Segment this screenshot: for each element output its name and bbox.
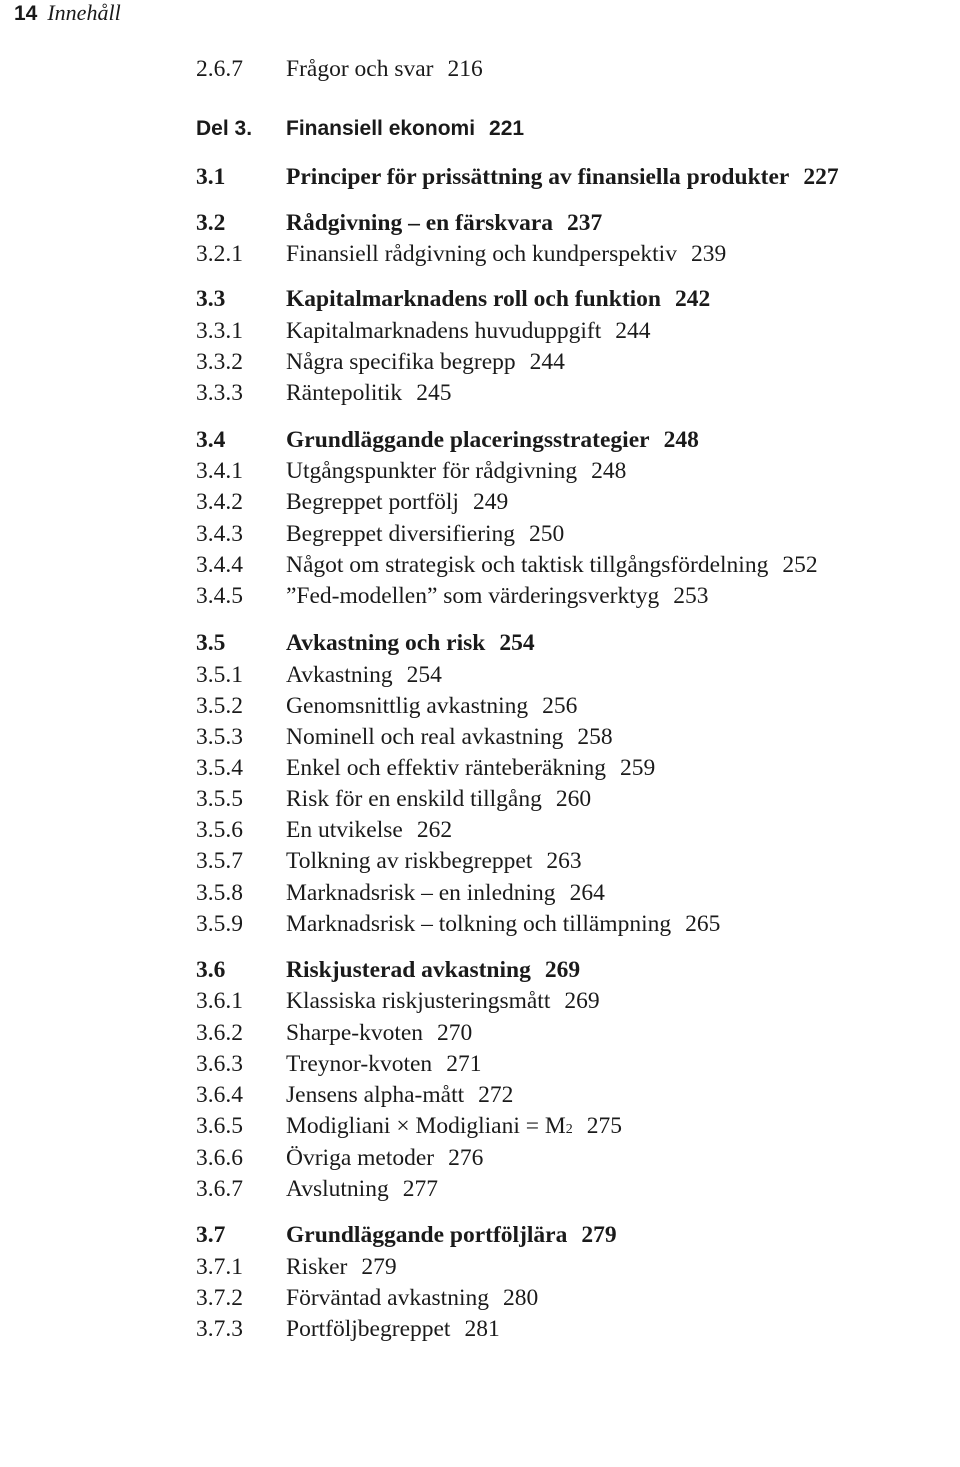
toc-entry-number: 3.4.3 [196, 521, 243, 547]
toc-entry-number: 3.6.6 [196, 1145, 243, 1171]
toc-entry [196, 848, 936, 878]
toc-entry-number: 2.6.7 [196, 56, 243, 82]
toc-entry-title: Enkel och effektiv ränteberäkning [286, 755, 606, 781]
toc-entry [196, 521, 936, 551]
toc-entry-page: 249 [472, 489, 509, 515]
toc-entry-number: 3.5.8 [196, 880, 243, 906]
toc-entry [196, 662, 936, 692]
toc-entry [196, 349, 936, 379]
toc-entry [196, 1145, 936, 1175]
toc-entry-title: Jensens alpha-mått [286, 1082, 465, 1108]
toc-entry-title: Treynor-kvoten [286, 1051, 433, 1077]
toc-entry-page: 237 [567, 210, 603, 236]
toc-entry [196, 286, 936, 316]
toc-entry-number: 3.5.5 [196, 786, 243, 812]
page-number: 14 [14, 2, 38, 25]
toc-entry: 3.6.5 Modigliani × Modigliani = M 2 275 [196, 1113, 623, 1139]
toc-entry [196, 210, 936, 240]
toc-entry-title: Sharpe-kvoten [286, 1020, 424, 1046]
toc-entry-title: Frågor och svar [286, 56, 434, 82]
toc-entry [196, 1222, 936, 1252]
toc-entry [196, 1051, 936, 1081]
toc-entry-page: 269 [564, 988, 600, 1014]
toc-entry-number: 3.3.1 [196, 318, 243, 344]
toc-entry-page: 264 [569, 880, 605, 906]
toc-entry-number: 3.7.1 [196, 1254, 243, 1280]
toc-entry [196, 988, 936, 1018]
toc-entry-title: Grundläggande portföljlära [286, 1222, 568, 1248]
toc-entry-number: 3.6.4 [196, 1082, 243, 1108]
toc-entry-page: 254 [406, 662, 442, 688]
toc-entry-page: 263 [546, 848, 582, 874]
toc-entry-number: 3.3.2 [196, 349, 243, 375]
toc-entry-number: 3.5.6 [196, 817, 243, 843]
toc-entry-page: 227 [803, 164, 839, 190]
toc-entry-number: 3.5.3 [196, 724, 243, 750]
toc-entry-page: 272 [478, 1082, 514, 1108]
toc-entry-page: 250 [529, 521, 565, 547]
toc-entry-title: Några specifika begrepp [286, 349, 516, 375]
toc-entry-page: 280 [502, 1285, 539, 1311]
toc-entry-page: 242 [675, 286, 711, 312]
toc-entry [196, 1082, 936, 1112]
toc-entry-page: 260 [555, 786, 592, 812]
toc-entry-title: Klassiska riskjusteringsmått [286, 988, 551, 1014]
toc-entry-title: Portföljbegreppet [286, 1316, 451, 1342]
toc-entry-title: Kapitalmarknadens huvuduppgift [286, 318, 602, 344]
toc-entry-page: 221 [489, 117, 525, 140]
toc-entry [196, 1020, 936, 1050]
toc-entry-number: 3.5.7 [196, 848, 243, 874]
toc-entry-title: Tolkning av riskbegreppet [286, 848, 533, 874]
toc-entry-title: Marknadsrisk – en inledning [286, 880, 556, 906]
toc-entry-page: 254 [499, 630, 535, 656]
toc-entry-title: Förväntad avkastning [286, 1285, 489, 1311]
toc-entry-title: Avkastning och risk [286, 630, 486, 656]
toc-entry-number: 3.6.1 [196, 988, 243, 1014]
toc-entry-page: 248 [663, 427, 699, 453]
toc-entry [196, 817, 936, 847]
toc-entry-page: 269 [544, 957, 581, 983]
toc-entry-title: Genomsnittlig avkastning [286, 693, 529, 719]
toc-entry-title: Risker [286, 1254, 348, 1280]
toc-entry-page: 281 [464, 1316, 500, 1342]
toc-entry [196, 380, 936, 410]
toc-entry-title: Riskjusterad avkastning [286, 957, 531, 983]
toc-entry-title: Finansiell ekonomi [286, 117, 476, 140]
toc-entry [196, 755, 936, 785]
toc-entry [196, 786, 936, 816]
toc-entry [196, 489, 936, 519]
toc-entry-page: 275 [586, 1113, 623, 1139]
toc-entry [196, 117, 936, 147]
toc-entry-number: 3.5.2 [196, 693, 243, 719]
toc-entry-title: Övriga metoder [286, 1145, 435, 1171]
toc-entry-number: 3.5.9 [196, 911, 243, 937]
toc-entry-number: 3.1 [196, 164, 226, 190]
toc-entry-title: Rådgivning – en färskvara [286, 210, 554, 236]
toc-entry-page: 277 [402, 1176, 438, 1202]
toc-entry-number: 3.6.2 [196, 1020, 243, 1046]
toc-entry-page: 244 [529, 349, 565, 375]
toc-entry [196, 957, 936, 987]
toc-entry-page: 216 [447, 56, 483, 82]
toc-entry-page: 258 [577, 724, 613, 750]
toc-entry-page: 279 [581, 1222, 617, 1248]
toc-entry-page: 239 [690, 241, 727, 267]
toc-entry-number: 3.4.4 [196, 552, 243, 578]
toc-entry [196, 1285, 936, 1315]
toc-entry-number: 3.2.1 [196, 241, 243, 267]
toc-entry-page: 276 [448, 1145, 484, 1171]
toc-entry-page: 279 [361, 1254, 397, 1280]
toc-entry-title: Avslutning [286, 1176, 389, 1202]
toc-entry [196, 630, 936, 660]
toc-entry-page: 271 [446, 1051, 482, 1077]
toc-entry [196, 427, 936, 457]
toc-entry [196, 1316, 936, 1346]
toc-entry-page: 248 [591, 458, 627, 484]
toc-entry-title: Begreppet diversifiering [286, 521, 516, 547]
toc-entry-page: 244 [615, 318, 651, 344]
toc-entry-page: 253 [673, 583, 709, 609]
toc-entry-page: 259 [619, 755, 656, 781]
toc-entry-title: Nominell och real avkastning [286, 724, 564, 750]
toc-entry-title: Kapitalmarknadens roll och funktion [286, 286, 661, 312]
toc-entry-number: 3.4.5 [196, 583, 243, 609]
toc-entry [196, 164, 936, 194]
toc-entry-number: 3.6 [196, 957, 226, 983]
toc-entry-number: 3.3 [196, 286, 226, 312]
toc-entry-title: Finansiell rådgivning och kundperspektiv [286, 241, 677, 267]
toc-entry [196, 583, 936, 613]
toc-entry-number: 3.3.3 [196, 380, 243, 406]
toc-entry-title: Avkastning [286, 662, 393, 688]
toc-entry-number: 3.7 [196, 1222, 226, 1248]
toc-entry-title: Risk för en enskild tillgång [286, 786, 542, 812]
toc-entry-page: 262 [416, 817, 453, 843]
toc-entry-number: 3.5.4 [196, 755, 243, 781]
page-header [14, 0, 121, 26]
toc-entry-number: 3.4.1 [196, 458, 243, 484]
toc-entry [196, 724, 936, 754]
toc-entry-number: 3.6.7 [196, 1176, 243, 1202]
toc-entry-page: 245 [416, 380, 452, 406]
toc-entry-title: Grundläggande placeringsstrategier [286, 427, 650, 453]
toc-entry-number: 3.7.3 [196, 1316, 243, 1342]
toc-entry [196, 1254, 936, 1284]
toc-entry [196, 1176, 936, 1206]
toc-entry-page: 256 [542, 693, 578, 719]
toc-entry-title: Principer för prissättning av finansiella produkter [286, 164, 790, 190]
toc-entry-title: Utgångspunkter för rådgivning [286, 458, 578, 484]
toc-entry-title: Räntepolitik [286, 380, 403, 406]
toc-entry-title: Modigliani × Modigliani = M [286, 1113, 566, 1139]
toc-entry-title: Begreppet portfölj [286, 489, 459, 515]
toc-entry [196, 241, 936, 271]
toc-entry-number: 3.2 [196, 210, 226, 236]
toc-entry-number: 3.5 [196, 630, 226, 656]
toc-entry [196, 880, 936, 910]
toc-entry-number: 3.6.5 [196, 1113, 243, 1139]
toc-entry-number: 3.4.2 [196, 489, 243, 515]
toc-entry-number: Del 3. [196, 117, 253, 140]
running-title: Innehåll [47, 0, 121, 25]
toc-entry-number: 3.5.1 [196, 662, 243, 688]
toc-entry-title: Något om strategisk och taktisk tillgångsfördelning [286, 552, 769, 578]
toc-entry-page: 270 [437, 1020, 473, 1046]
toc-entry-title: En utvikelse [286, 817, 403, 843]
toc-entry [196, 458, 936, 488]
toc-entry [196, 693, 936, 723]
toc-entry-number: 3.4 [196, 427, 226, 453]
toc-entry [196, 318, 936, 348]
toc-entry-number: 3.6.3 [196, 1051, 243, 1077]
toc-entry-title: ”Fed-modellen” som värderingsverktyg [286, 583, 660, 609]
toc-entry-page: 252 [782, 552, 818, 578]
toc-entry [196, 56, 936, 86]
toc-entry [196, 552, 936, 582]
toc-entry [196, 911, 936, 941]
toc-entry-page: 265 [685, 911, 721, 937]
toc-entry-title: Marknadsrisk – tolkning och tillämpning [286, 911, 672, 937]
toc-entry-number: 3.7.2 [196, 1285, 243, 1311]
